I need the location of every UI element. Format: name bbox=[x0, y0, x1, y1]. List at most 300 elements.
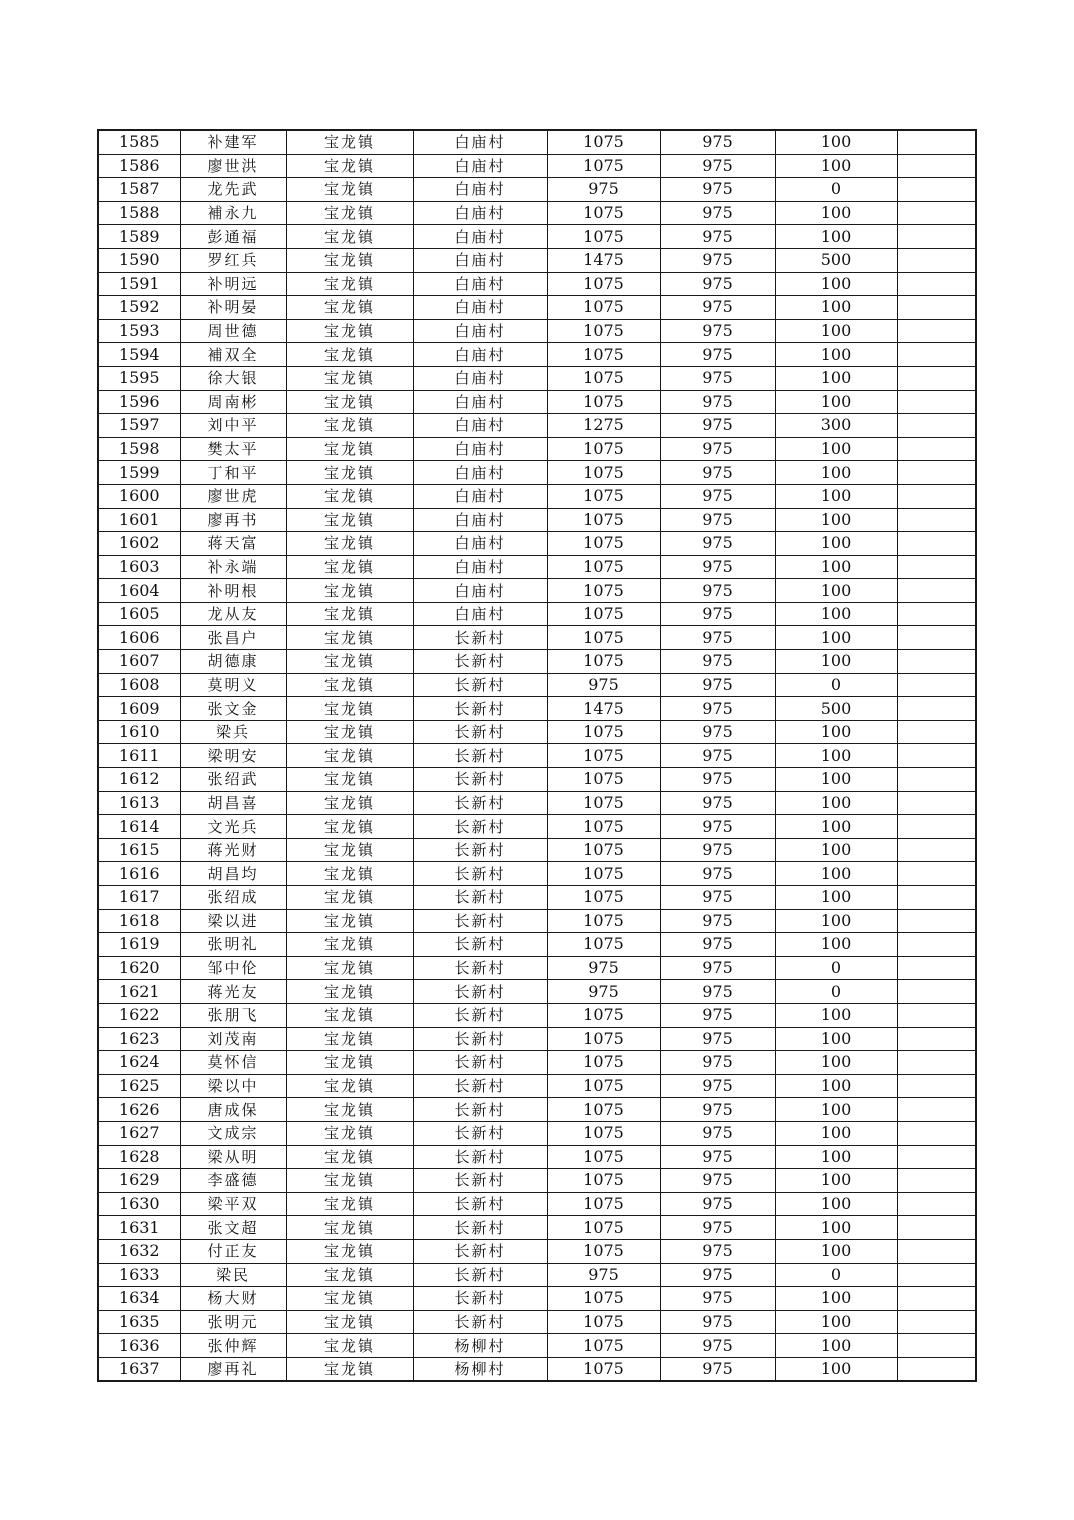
amount-a-cell: 1075 bbox=[547, 1051, 660, 1075]
table-row bbox=[98, 862, 976, 886]
amount-c-cell: 100 bbox=[775, 437, 897, 461]
name-cell: 蒋光财 bbox=[180, 838, 286, 862]
row-number-cell: 1602 bbox=[98, 532, 180, 556]
amount-c-cell: 100 bbox=[775, 626, 897, 650]
name-cell: 张仲辉 bbox=[180, 1334, 286, 1358]
name-cell: 蒋天富 bbox=[180, 532, 286, 556]
town-cell: 宝龙镇 bbox=[286, 862, 413, 886]
table-row bbox=[98, 838, 976, 862]
note-cell bbox=[897, 248, 976, 272]
note-cell bbox=[897, 1263, 976, 1287]
name-cell: 廖再礼 bbox=[180, 1357, 286, 1381]
note-cell bbox=[897, 437, 976, 461]
town-cell: 宝龙镇 bbox=[286, 744, 413, 768]
amount-c-cell: 100 bbox=[775, 1051, 897, 1075]
village-cell: 长新村 bbox=[413, 720, 547, 744]
table-row bbox=[98, 532, 976, 556]
amount-a-cell: 975 bbox=[547, 956, 660, 980]
amount-a-cell: 975 bbox=[547, 980, 660, 1004]
amount-a-cell: 1475 bbox=[547, 248, 660, 272]
note-cell bbox=[897, 768, 976, 792]
table-row bbox=[98, 1334, 976, 1358]
name-cell: 龙从友 bbox=[180, 602, 286, 626]
name-cell: 补明远 bbox=[180, 272, 286, 296]
amount-a-cell: 1075 bbox=[547, 862, 660, 886]
name-cell: 梁兵 bbox=[180, 720, 286, 744]
town-cell: 宝龙镇 bbox=[286, 1357, 413, 1381]
note-cell bbox=[897, 1003, 976, 1027]
amount-c-cell: 100 bbox=[775, 602, 897, 626]
amount-a-cell: 1075 bbox=[547, 555, 660, 579]
note-cell bbox=[897, 1192, 976, 1216]
name-cell: 刘茂南 bbox=[180, 1027, 286, 1051]
village-cell: 白庙村 bbox=[413, 508, 547, 532]
amount-b-cell: 975 bbox=[660, 437, 775, 461]
row-number-cell: 1592 bbox=[98, 296, 180, 320]
amount-b-cell: 975 bbox=[660, 532, 775, 556]
name-cell: 文成宗 bbox=[180, 1121, 286, 1145]
amount-b-cell: 975 bbox=[660, 956, 775, 980]
amount-a-cell: 1075 bbox=[547, 484, 660, 508]
town-cell: 宝龙镇 bbox=[286, 414, 413, 438]
name-cell: 龙先武 bbox=[180, 178, 286, 202]
table-row bbox=[98, 1310, 976, 1334]
row-number-cell: 1624 bbox=[98, 1051, 180, 1075]
amount-c-cell: 100 bbox=[775, 225, 897, 249]
note-cell bbox=[897, 319, 976, 343]
village-cell: 白庙村 bbox=[413, 225, 547, 249]
amount-c-cell: 100 bbox=[775, 1098, 897, 1122]
village-cell: 白庙村 bbox=[413, 248, 547, 272]
row-number-cell: 1630 bbox=[98, 1192, 180, 1216]
amount-a-cell: 1075 bbox=[547, 886, 660, 910]
table-row bbox=[98, 319, 976, 343]
row-number-cell: 1636 bbox=[98, 1334, 180, 1358]
table-row bbox=[98, 248, 976, 272]
amount-a-cell: 1275 bbox=[547, 414, 660, 438]
village-cell: 长新村 bbox=[413, 1145, 547, 1169]
note-cell bbox=[897, 178, 976, 202]
note-cell bbox=[897, 1121, 976, 1145]
town-cell: 宝龙镇 bbox=[286, 343, 413, 367]
amount-b-cell: 975 bbox=[660, 225, 775, 249]
row-number-cell: 1591 bbox=[98, 272, 180, 296]
amount-b-cell: 975 bbox=[660, 1334, 775, 1358]
note-cell bbox=[897, 1287, 976, 1311]
amount-b-cell: 975 bbox=[660, 1145, 775, 1169]
village-cell: 白庙村 bbox=[413, 390, 547, 414]
note-cell bbox=[897, 508, 976, 532]
row-number-cell: 1601 bbox=[98, 508, 180, 532]
row-number-cell: 1604 bbox=[98, 579, 180, 603]
table-row bbox=[98, 343, 976, 367]
row-number-cell: 1615 bbox=[98, 838, 180, 862]
village-cell: 白庙村 bbox=[413, 461, 547, 485]
amount-a-cell: 1075 bbox=[547, 650, 660, 674]
amount-a-cell: 1075 bbox=[547, 1121, 660, 1145]
amount-b-cell: 975 bbox=[660, 579, 775, 603]
town-cell: 宝龙镇 bbox=[286, 838, 413, 862]
note-cell bbox=[897, 1098, 976, 1122]
town-cell: 宝龙镇 bbox=[286, 390, 413, 414]
village-cell: 长新村 bbox=[413, 1027, 547, 1051]
village-cell: 长新村 bbox=[413, 650, 547, 674]
data-table bbox=[97, 129, 977, 1382]
row-number-cell: 1609 bbox=[98, 697, 180, 721]
table-row bbox=[98, 673, 976, 697]
amount-c-cell: 100 bbox=[775, 130, 897, 154]
town-cell: 宝龙镇 bbox=[286, 815, 413, 839]
village-cell: 长新村 bbox=[413, 1239, 547, 1263]
row-number-cell: 1606 bbox=[98, 626, 180, 650]
amount-a-cell: 1075 bbox=[547, 602, 660, 626]
name-cell: 文光兵 bbox=[180, 815, 286, 839]
amount-c-cell: 100 bbox=[775, 390, 897, 414]
table-row bbox=[98, 437, 976, 461]
amount-a-cell: 1075 bbox=[547, 461, 660, 485]
amount-b-cell: 975 bbox=[660, 933, 775, 957]
village-cell: 白庙村 bbox=[413, 414, 547, 438]
village-cell: 白庙村 bbox=[413, 296, 547, 320]
name-cell: 补永端 bbox=[180, 555, 286, 579]
amount-c-cell: 100 bbox=[775, 1334, 897, 1358]
note-cell bbox=[897, 673, 976, 697]
amount-a-cell: 1075 bbox=[547, 1169, 660, 1193]
amount-b-cell: 975 bbox=[660, 1121, 775, 1145]
village-cell: 长新村 bbox=[413, 1192, 547, 1216]
amount-a-cell: 1075 bbox=[547, 1192, 660, 1216]
table-row bbox=[98, 886, 976, 910]
table-row bbox=[98, 768, 976, 792]
amount-c-cell: 0 bbox=[775, 1263, 897, 1287]
row-number-cell: 1622 bbox=[98, 1003, 180, 1027]
amount-c-cell: 0 bbox=[775, 956, 897, 980]
town-cell: 宝龙镇 bbox=[286, 225, 413, 249]
amount-c-cell: 500 bbox=[775, 697, 897, 721]
amount-b-cell: 975 bbox=[660, 390, 775, 414]
amount-a-cell: 1075 bbox=[547, 1074, 660, 1098]
town-cell: 宝龙镇 bbox=[286, 579, 413, 603]
table-row bbox=[98, 366, 976, 390]
village-cell: 长新村 bbox=[413, 1074, 547, 1098]
amount-b-cell: 975 bbox=[660, 1003, 775, 1027]
note-cell bbox=[897, 626, 976, 650]
village-cell: 杨柳村 bbox=[413, 1334, 547, 1358]
name-cell: 李盛德 bbox=[180, 1169, 286, 1193]
row-number-cell: 1608 bbox=[98, 673, 180, 697]
note-cell bbox=[897, 1074, 976, 1098]
note-cell bbox=[897, 1239, 976, 1263]
amount-c-cell: 100 bbox=[775, 272, 897, 296]
amount-c-cell: 100 bbox=[775, 838, 897, 862]
town-cell: 宝龙镇 bbox=[286, 366, 413, 390]
row-number-cell: 1635 bbox=[98, 1310, 180, 1334]
amount-b-cell: 975 bbox=[660, 862, 775, 886]
row-number-cell: 1623 bbox=[98, 1027, 180, 1051]
town-cell: 宝龙镇 bbox=[286, 461, 413, 485]
row-number-cell: 1595 bbox=[98, 366, 180, 390]
amount-a-cell: 1075 bbox=[547, 1003, 660, 1027]
amount-c-cell: 100 bbox=[775, 815, 897, 839]
amount-a-cell: 1075 bbox=[547, 508, 660, 532]
amount-a-cell: 975 bbox=[547, 1263, 660, 1287]
note-cell bbox=[897, 461, 976, 485]
note-cell bbox=[897, 980, 976, 1004]
town-cell: 宝龙镇 bbox=[286, 720, 413, 744]
row-number-cell: 1613 bbox=[98, 791, 180, 815]
row-number-cell: 1587 bbox=[98, 178, 180, 202]
note-cell bbox=[897, 1169, 976, 1193]
town-cell: 宝龙镇 bbox=[286, 1239, 413, 1263]
amount-b-cell: 975 bbox=[660, 461, 775, 485]
town-cell: 宝龙镇 bbox=[286, 1310, 413, 1334]
name-cell: 张文超 bbox=[180, 1216, 286, 1240]
name-cell: 胡德康 bbox=[180, 650, 286, 674]
town-cell: 宝龙镇 bbox=[286, 909, 413, 933]
amount-a-cell: 1075 bbox=[547, 1098, 660, 1122]
village-cell: 长新村 bbox=[413, 1287, 547, 1311]
amount-b-cell: 975 bbox=[660, 319, 775, 343]
village-cell: 长新村 bbox=[413, 838, 547, 862]
amount-a-cell: 1075 bbox=[547, 909, 660, 933]
amount-b-cell: 975 bbox=[660, 296, 775, 320]
name-cell: 周南彬 bbox=[180, 390, 286, 414]
row-number-cell: 1600 bbox=[98, 484, 180, 508]
village-cell: 长新村 bbox=[413, 768, 547, 792]
row-number-cell: 1605 bbox=[98, 602, 180, 626]
town-cell: 宝龙镇 bbox=[286, 555, 413, 579]
name-cell: 補双全 bbox=[180, 343, 286, 367]
row-number-cell: 1610 bbox=[98, 720, 180, 744]
name-cell: 罗红兵 bbox=[180, 248, 286, 272]
row-number-cell: 1590 bbox=[98, 248, 180, 272]
note-cell bbox=[897, 225, 976, 249]
village-cell: 长新村 bbox=[413, 673, 547, 697]
amount-b-cell: 975 bbox=[660, 248, 775, 272]
name-cell: 付正友 bbox=[180, 1239, 286, 1263]
note-cell bbox=[897, 862, 976, 886]
amount-c-cell: 0 bbox=[775, 673, 897, 697]
table-row bbox=[98, 1169, 976, 1193]
town-cell: 宝龙镇 bbox=[286, 1287, 413, 1311]
amount-c-cell: 100 bbox=[775, 791, 897, 815]
amount-c-cell: 100 bbox=[775, 1121, 897, 1145]
note-cell bbox=[897, 744, 976, 768]
amount-b-cell: 975 bbox=[660, 768, 775, 792]
table-row bbox=[98, 980, 976, 1004]
table-row bbox=[98, 815, 976, 839]
name-cell: 廖再书 bbox=[180, 508, 286, 532]
amount-c-cell: 100 bbox=[775, 154, 897, 178]
village-cell: 白庙村 bbox=[413, 319, 547, 343]
town-cell: 宝龙镇 bbox=[286, 1003, 413, 1027]
amount-c-cell: 100 bbox=[775, 720, 897, 744]
town-cell: 宝龙镇 bbox=[286, 980, 413, 1004]
note-cell bbox=[897, 933, 976, 957]
village-cell: 长新村 bbox=[413, 862, 547, 886]
town-cell: 宝龙镇 bbox=[286, 650, 413, 674]
note-cell bbox=[897, 130, 976, 154]
amount-a-cell: 1075 bbox=[547, 1239, 660, 1263]
village-cell: 长新村 bbox=[413, 1263, 547, 1287]
amount-b-cell: 975 bbox=[660, 201, 775, 225]
amount-b-cell: 975 bbox=[660, 673, 775, 697]
table-row bbox=[98, 1003, 976, 1027]
table-row bbox=[98, 1239, 976, 1263]
amount-a-cell: 1075 bbox=[547, 296, 660, 320]
amount-c-cell: 100 bbox=[775, 343, 897, 367]
table-row bbox=[98, 461, 976, 485]
village-cell: 白庙村 bbox=[413, 555, 547, 579]
town-cell: 宝龙镇 bbox=[286, 1051, 413, 1075]
name-cell: 张绍武 bbox=[180, 768, 286, 792]
note-cell bbox=[897, 201, 976, 225]
village-cell: 白庙村 bbox=[413, 437, 547, 461]
amount-c-cell: 100 bbox=[775, 508, 897, 532]
amount-b-cell: 975 bbox=[660, 744, 775, 768]
name-cell: 胡昌均 bbox=[180, 862, 286, 886]
row-number-cell: 1634 bbox=[98, 1287, 180, 1311]
amount-b-cell: 975 bbox=[660, 1098, 775, 1122]
village-cell: 长新村 bbox=[413, 909, 547, 933]
table-row bbox=[98, 697, 976, 721]
row-number-cell: 1597 bbox=[98, 414, 180, 438]
amount-a-cell: 1075 bbox=[547, 366, 660, 390]
note-cell bbox=[897, 1216, 976, 1240]
village-cell: 长新村 bbox=[413, 1051, 547, 1075]
amount-b-cell: 975 bbox=[660, 602, 775, 626]
table-row bbox=[98, 1074, 976, 1098]
village-cell: 白庙村 bbox=[413, 484, 547, 508]
amount-b-cell: 975 bbox=[660, 484, 775, 508]
amount-b-cell: 975 bbox=[660, 1051, 775, 1075]
table-row bbox=[98, 791, 976, 815]
village-cell: 长新村 bbox=[413, 1003, 547, 1027]
village-cell: 长新村 bbox=[413, 791, 547, 815]
table-row bbox=[98, 720, 976, 744]
row-number-cell: 1586 bbox=[98, 154, 180, 178]
amount-c-cell: 100 bbox=[775, 532, 897, 556]
note-cell bbox=[897, 296, 976, 320]
village-cell: 长新村 bbox=[413, 956, 547, 980]
village-cell: 白庙村 bbox=[413, 154, 547, 178]
town-cell: 宝龙镇 bbox=[286, 602, 413, 626]
town-cell: 宝龙镇 bbox=[286, 130, 413, 154]
town-cell: 宝龙镇 bbox=[286, 296, 413, 320]
amount-b-cell: 975 bbox=[660, 1263, 775, 1287]
town-cell: 宝龙镇 bbox=[286, 1334, 413, 1358]
village-cell: 白庙村 bbox=[413, 130, 547, 154]
amount-b-cell: 975 bbox=[660, 815, 775, 839]
amount-c-cell: 100 bbox=[775, 1239, 897, 1263]
row-number-cell: 1596 bbox=[98, 390, 180, 414]
note-cell bbox=[897, 343, 976, 367]
note-cell bbox=[897, 1051, 976, 1075]
town-cell: 宝龙镇 bbox=[286, 508, 413, 532]
amount-a-cell: 1075 bbox=[547, 1357, 660, 1381]
row-number-cell: 1589 bbox=[98, 225, 180, 249]
amount-a-cell: 1075 bbox=[547, 130, 660, 154]
amount-c-cell: 100 bbox=[775, 886, 897, 910]
amount-a-cell: 1075 bbox=[547, 815, 660, 839]
amount-a-cell: 1075 bbox=[547, 791, 660, 815]
row-number-cell: 1633 bbox=[98, 1263, 180, 1287]
table-row bbox=[98, 1027, 976, 1051]
amount-c-cell: 100 bbox=[775, 1074, 897, 1098]
row-number-cell: 1593 bbox=[98, 319, 180, 343]
row-number-cell: 1620 bbox=[98, 956, 180, 980]
amount-a-cell: 1075 bbox=[547, 532, 660, 556]
town-cell: 宝龙镇 bbox=[286, 1027, 413, 1051]
amount-b-cell: 975 bbox=[660, 1216, 775, 1240]
amount-b-cell: 975 bbox=[660, 697, 775, 721]
note-cell bbox=[897, 697, 976, 721]
town-cell: 宝龙镇 bbox=[286, 532, 413, 556]
table-row bbox=[98, 956, 976, 980]
amount-c-cell: 100 bbox=[775, 1003, 897, 1027]
table-row bbox=[98, 602, 976, 626]
amount-a-cell: 1075 bbox=[547, 1216, 660, 1240]
note-cell bbox=[897, 956, 976, 980]
table-row bbox=[98, 1121, 976, 1145]
amount-b-cell: 975 bbox=[660, 909, 775, 933]
amount-c-cell: 100 bbox=[775, 744, 897, 768]
row-number-cell: 1585 bbox=[98, 130, 180, 154]
amount-c-cell: 100 bbox=[775, 650, 897, 674]
amount-c-cell: 300 bbox=[775, 414, 897, 438]
table-row bbox=[98, 484, 976, 508]
table-row bbox=[98, 296, 976, 320]
row-number-cell: 1607 bbox=[98, 650, 180, 674]
name-cell: 梁明安 bbox=[180, 744, 286, 768]
note-cell bbox=[897, 555, 976, 579]
town-cell: 宝龙镇 bbox=[286, 1074, 413, 1098]
amount-b-cell: 975 bbox=[660, 720, 775, 744]
row-number-cell: 1588 bbox=[98, 201, 180, 225]
amount-c-cell: 100 bbox=[775, 768, 897, 792]
table-row bbox=[98, 130, 976, 154]
name-cell: 廖世虎 bbox=[180, 484, 286, 508]
amount-c-cell: 100 bbox=[775, 1027, 897, 1051]
table-row bbox=[98, 1192, 976, 1216]
row-number-cell: 1603 bbox=[98, 555, 180, 579]
village-cell: 白庙村 bbox=[413, 579, 547, 603]
note-cell bbox=[897, 1310, 976, 1334]
town-cell: 宝龙镇 bbox=[286, 1121, 413, 1145]
amount-b-cell: 975 bbox=[660, 626, 775, 650]
amount-b-cell: 975 bbox=[660, 1357, 775, 1381]
row-number-cell: 1632 bbox=[98, 1239, 180, 1263]
town-cell: 宝龙镇 bbox=[286, 272, 413, 296]
name-cell: 刘中平 bbox=[180, 414, 286, 438]
row-number-cell: 1612 bbox=[98, 768, 180, 792]
amount-c-cell: 0 bbox=[775, 980, 897, 1004]
table-row bbox=[98, 1216, 976, 1240]
town-cell: 宝龙镇 bbox=[286, 791, 413, 815]
note-cell bbox=[897, 720, 976, 744]
amount-a-cell: 1075 bbox=[547, 626, 660, 650]
row-number-cell: 1594 bbox=[98, 343, 180, 367]
note-cell bbox=[897, 650, 976, 674]
amount-b-cell: 975 bbox=[660, 1287, 775, 1311]
town-cell: 宝龙镇 bbox=[286, 673, 413, 697]
name-cell: 梁以中 bbox=[180, 1074, 286, 1098]
amount-c-cell: 100 bbox=[775, 1310, 897, 1334]
amount-c-cell: 100 bbox=[775, 909, 897, 933]
amount-a-cell: 1075 bbox=[547, 744, 660, 768]
table-row bbox=[98, 744, 976, 768]
village-cell: 长新村 bbox=[413, 1169, 547, 1193]
